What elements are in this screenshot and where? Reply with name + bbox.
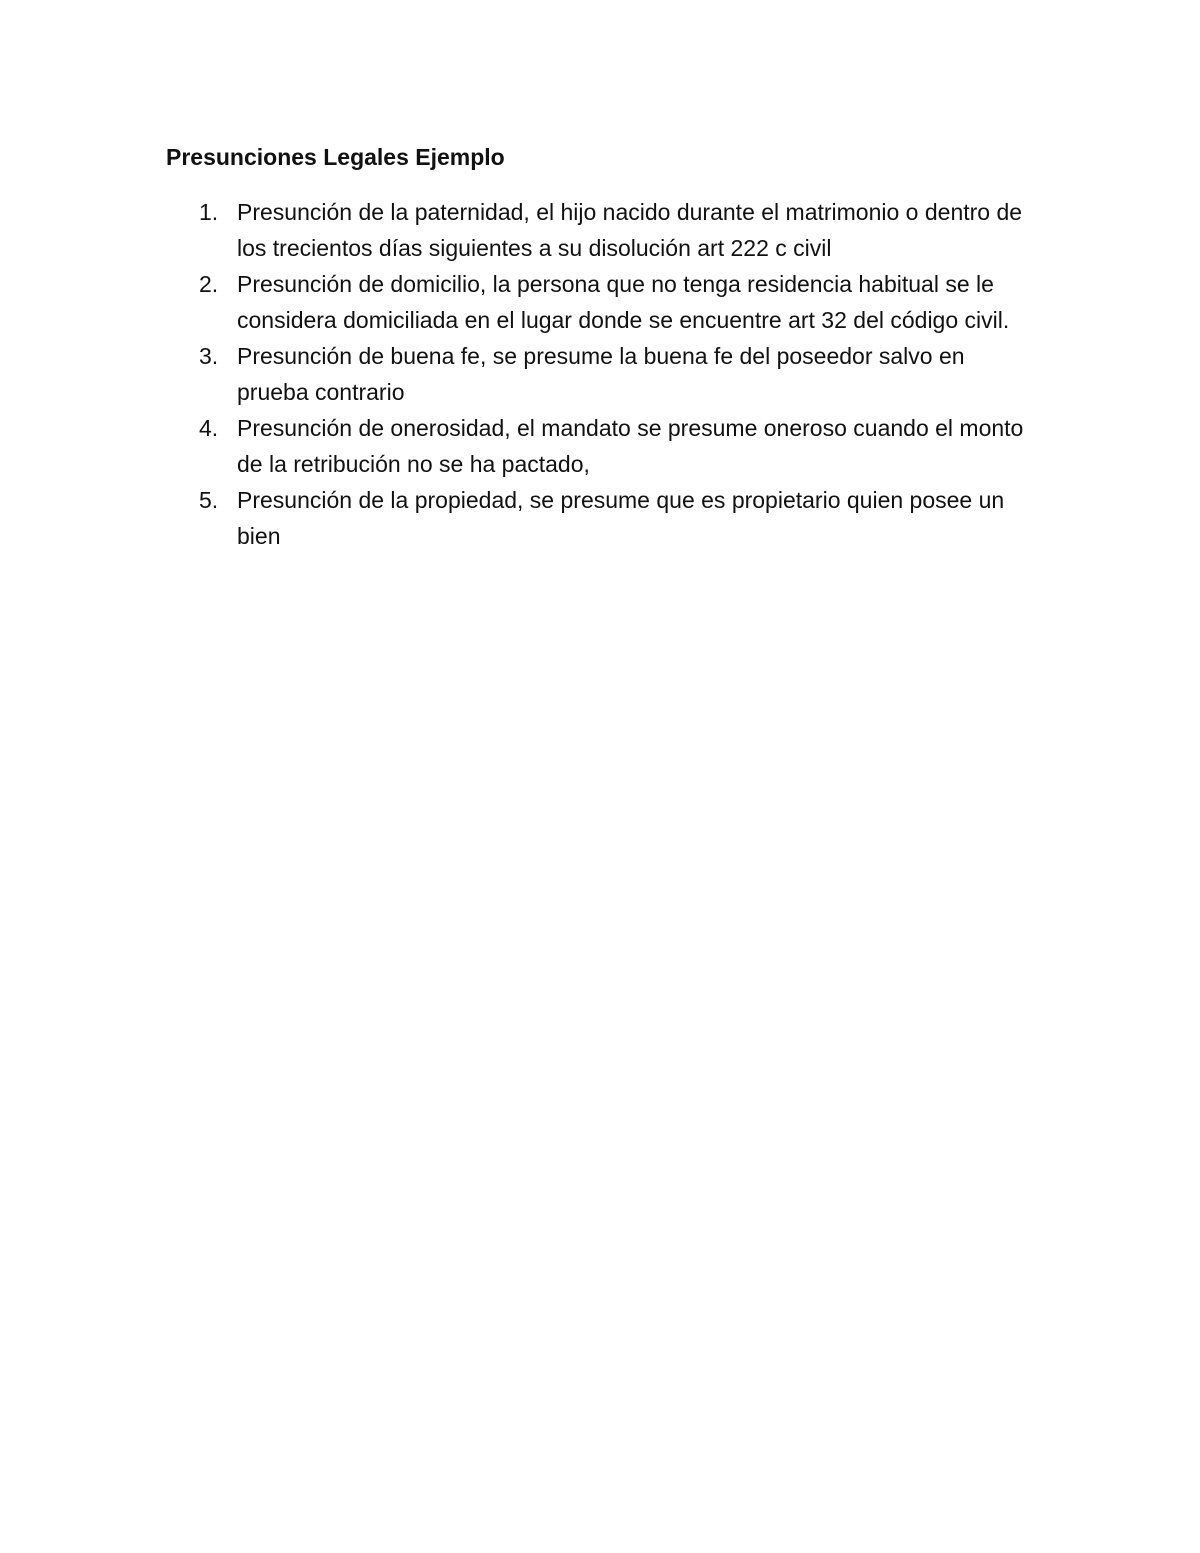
presumptions-list [166,194,1046,554]
list-item [166,194,1046,266]
list-item-text: Presunción de onerosidad, el mandato se presume oneroso cuando el monto de la retribución no se ha pactado, [237,415,1024,477]
list-item-number: 3. [199,343,219,369]
list-item [166,266,1046,338]
list-item-text: Presunción de buena fe, se presume la buena fe del poseedor salvo en prueba contrario [237,343,965,405]
document-body [166,140,1046,554]
list-item [166,482,1046,554]
list-item [166,410,1046,482]
list-item-number: 1. [199,199,219,225]
list-item-number: 4. [199,415,219,441]
document-title: Presunciones Legales Ejemplo [166,144,505,170]
list-item-text: Presunción de domicilio, la persona que no tenga residencia habitual se le considera domiciliada en el lugar donde se encuentre art 32 del código civil. [237,271,1010,333]
list-item-text: Presunción de la propiedad, se presume que es propietario quien posee un bien [237,487,1005,549]
list-item-number: 5. [199,487,219,513]
list-item-number: 2. [199,271,219,297]
list-item-text: Presunción de la paternidad, el hijo nacido durante el matrimonio o dentro de los trecientos días siguientes a su disolución art 222 c civil [237,199,1023,261]
list-item [166,338,1046,410]
